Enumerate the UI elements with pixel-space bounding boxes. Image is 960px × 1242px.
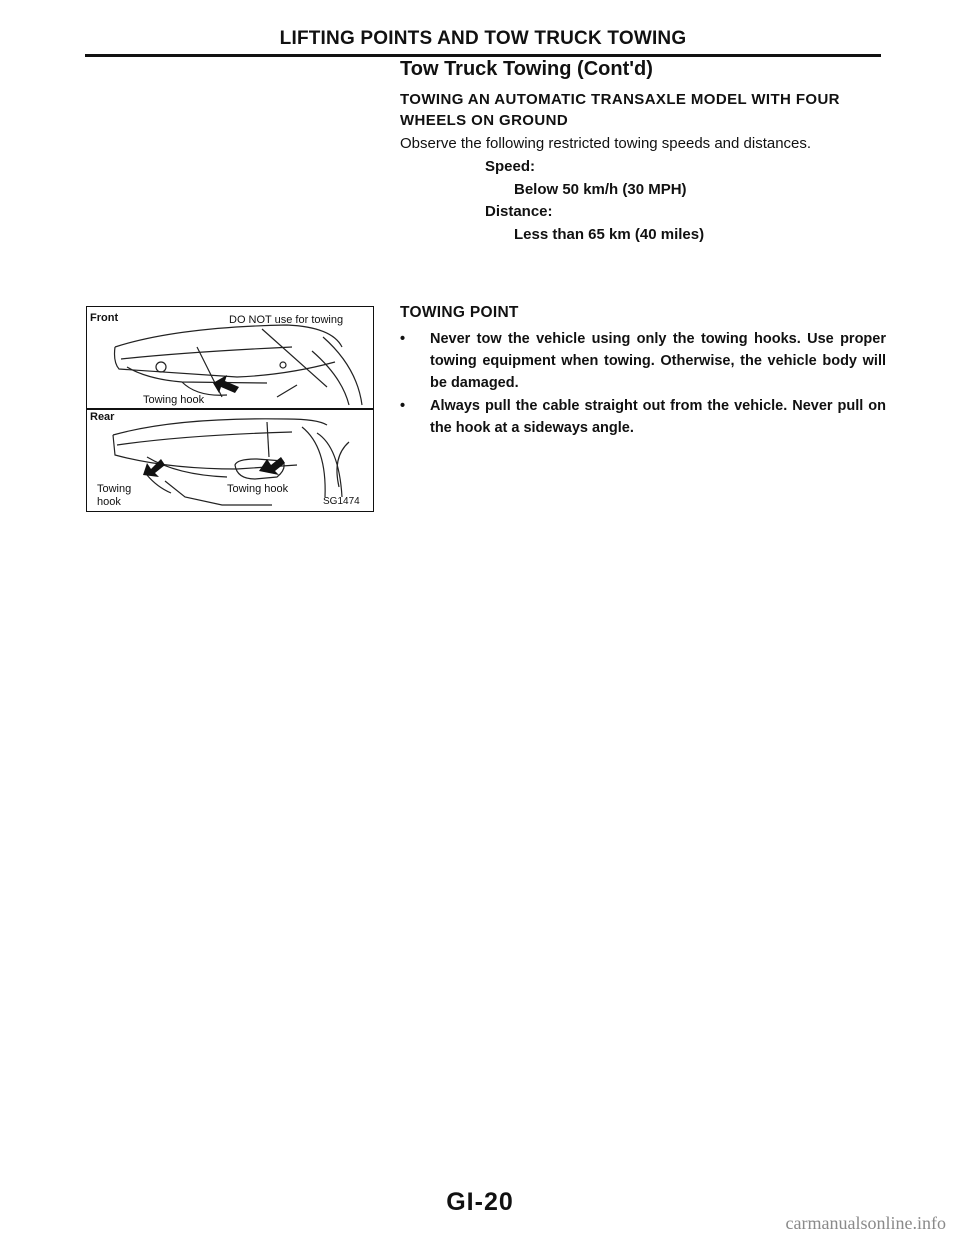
figure-rear-left-hook-label-2: hook <box>97 496 121 508</box>
figure-code: SG1474 <box>323 496 360 507</box>
towing-point-heading: TOWING POINT <box>400 304 519 321</box>
spec-distance-value: Less than 65 km (40 miles) <box>514 226 705 243</box>
page-header-title: LIFTING POINTS AND TOW TRUCK TOWING <box>279 28 687 49</box>
spec-speed-label: Speed: <box>485 158 536 175</box>
figure-rear-right-hook-label: Towing hook <box>227 483 289 495</box>
figure-divider <box>87 408 373 410</box>
section-title: Tow Truck Towing (Cont'd) <box>400 58 653 80</box>
bullet-icon: • <box>400 331 406 347</box>
spec-distance-label: Distance: <box>485 203 553 220</box>
list-item <box>400 328 886 394</box>
list-item <box>400 395 886 439</box>
page-number: GI-20 <box>446 1188 514 1216</box>
list-item-text: Always pull the cable straight out from the vehicle. Never pull on the hook at a sideways angle. <box>430 398 886 436</box>
towing-hook-figure <box>86 306 374 512</box>
section-subhead: TOWING AN AUTOMATIC TRANSAXLE MODEL WITH FOUR WHEELS ON GROUND <box>400 91 840 129</box>
figure-front-hook-label: Towing hook <box>143 394 205 406</box>
figure-rear-left-hook-label-1: Towing <box>97 483 132 495</box>
spec-speed-value: Below 50 km/h (30 MPH) <box>514 181 687 198</box>
figure-rear-label: Rear <box>90 411 115 423</box>
towing-point-list <box>400 328 886 440</box>
header-rule <box>85 54 881 57</box>
intro-text: Observe the following restricted towing speeds and distances. <box>400 135 812 152</box>
list-item-text: Never tow the vehicle using only the towing hooks. Use proper towing equipment when towing. Otherwise, the vehicle body will be damaged. <box>430 331 886 391</box>
watermark: carmanualsonline.info <box>785 1213 946 1233</box>
figure-front-label: Front <box>90 312 119 324</box>
bullet-icon: • <box>400 398 406 414</box>
figure-warning-label: DO NOT use for towing <box>229 314 344 326</box>
